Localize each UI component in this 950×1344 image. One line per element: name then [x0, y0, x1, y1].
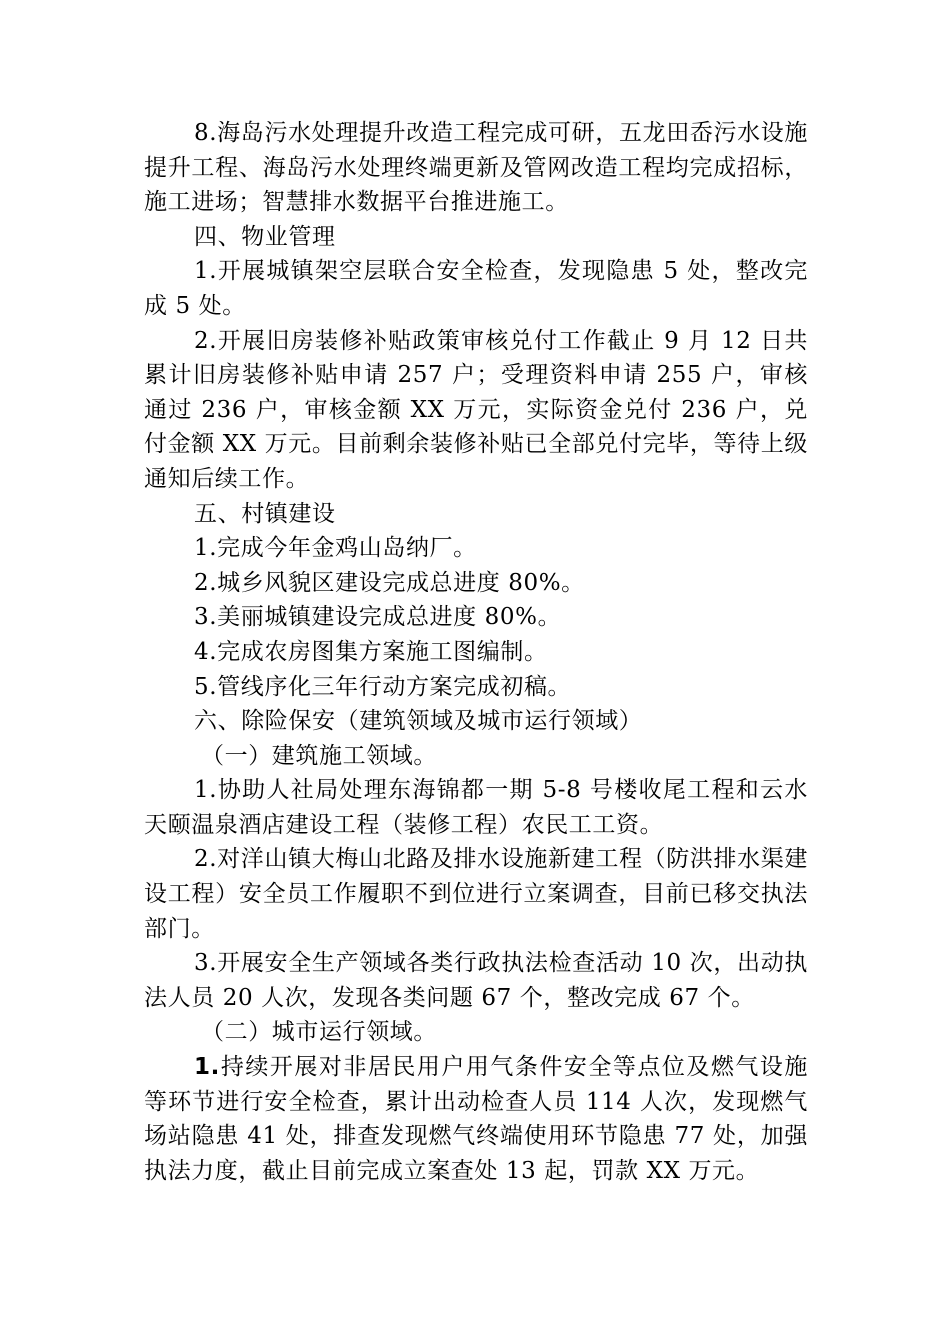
document-body	[144, 116, 808, 1188]
paragraph-number: 1.	[194, 1054, 220, 1081]
list-item: 2.城乡风貌区建设完成总进度 80%。	[194, 569, 585, 596]
paragraph-enforcement-inspection: 3.开展安全生产领域各类行政执法检查活动 10 次，出动执法人员 20 人次，发现各类问题 67 个，整改完成 67 个。	[144, 950, 808, 1011]
paragraph-renovation-subsidy: 2.开展旧房装修补贴政策审核兑付工作截止 9 月 12 日共累计旧房装修补贴申请 257 户；受理资料申请 255 户，审核通过 236 户，审核金额 XX 万元，实际资金兑付 236 户，兑付金额 XX 万元。目前剩余装修补贴已全部兑付完毕，等待上级通知后续工作。	[144, 327, 808, 492]
paragraph-wage-assistance: 1.协助人社局处理东海锦都一期 5-8 号楼收尾工程和云水天颐温泉酒店建设工程（装修工程）农民工工资。	[144, 777, 808, 838]
heading-village-construction: 五、村镇建设	[194, 500, 336, 527]
list-item: 1.完成今年金鸡山岛纳厂。	[194, 535, 477, 562]
list-item: 3.美丽城镇建设完成总进度 80%。	[194, 604, 562, 631]
paragraph-case-investigation: 2.对洋山镇大梅山北路及排水设施新建工程（防洪排水渠建设工程）安全员工作履职不到位进行立案调查，目前已移交执法部门。	[144, 846, 808, 942]
heading-risk-removal: 六、除险保安（建筑领域及城市运行领域）	[194, 708, 643, 735]
paragraph-sewage-upgrade: 8.海岛污水处理提升改造工程完成可研，五龙田岙污水设施提升工程、海岛污水处理终端更新及管网改造工程均完成招标，施工进场；智慧排水数据平台推进施工。	[144, 120, 808, 216]
subheading-city-operation: （二）城市运行领域。	[201, 1019, 437, 1046]
paragraph-text: 持续开展对非居民用户用气条件安全等点位及燃气设施等环节进行安全检查，累计出动检查人员 114 人次，发现燃气场站隐患 41 处，排查发现燃气终端使用环节隐患 77 处，加强执法力度，截止目前完成立案查处 13 起，罚款 XX 万元。	[144, 1054, 808, 1184]
subheading-construction-field: （一）建筑施工领域。	[201, 742, 437, 769]
list-item: 4.完成农房图集方案施工图编制。	[194, 638, 548, 665]
heading-property-management: 四、物业管理	[194, 223, 336, 250]
list-item: 5.管线序化三年行动方案完成初稿。	[194, 673, 572, 700]
paragraph-gas-safety	[144, 1050, 808, 1188]
paragraph-safety-inspection: 1.开展城镇架空层联合安全检查，发现隐患 5 处，整改完成 5 处。	[144, 258, 808, 319]
